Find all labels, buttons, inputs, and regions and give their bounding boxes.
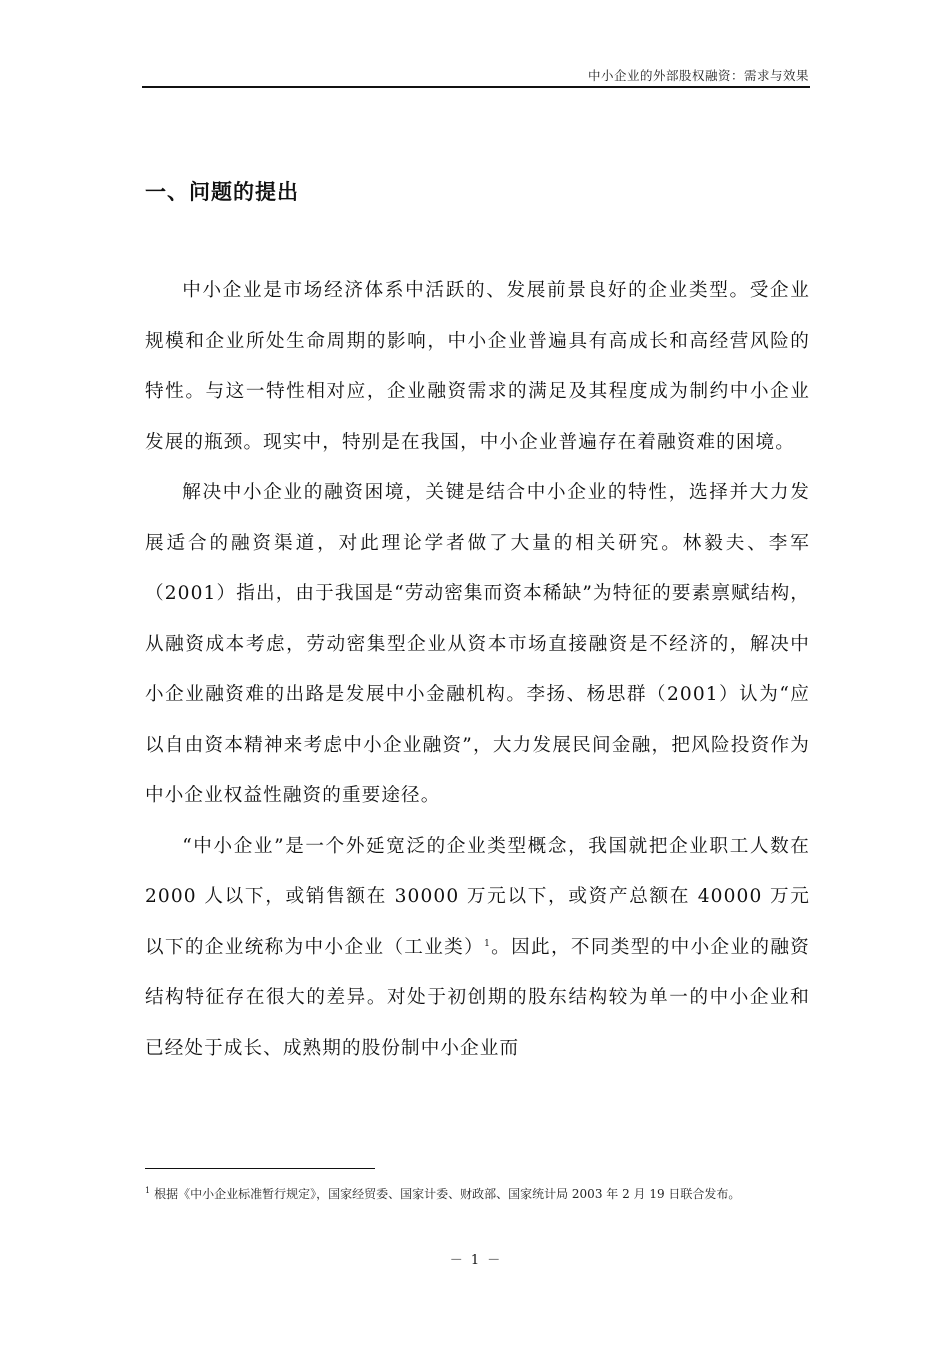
footnote-text: 根据《中小企业标准暂行规定》，国家经贸委、国家计委、财政部、国家统计局 2003 年 2 月 19 日联合发布。 [154,1187,741,1201]
footnote-rule [145,1168,375,1169]
paragraph-3 [145,822,810,1075]
footnote [145,1184,810,1204]
page-number: － 1 － [449,1253,503,1268]
paragraph-2: 解决中小企业的融资困境，关键是结合中小企业的特性，选择并大力发展适合的融资渠道，对此理论学者做了大量的相关研究。林毅夫、李军（2001）指出，由于我国是“劳动密集而资本稀缺”为特征的要素禀赋结构，从融资成本考虑，劳动密集型企业从资本市场直接融资是不经济的，解决中小企业融资难的出路是发展中小金融机构。李扬、杨思群（2001）认为“应以自由资本精神来考虑中小企业融资”，大力发展民间金融，把风险投资作为中小企业权益性融资的重要途径。 [145,482,810,806]
header-rule [142,86,810,88]
paragraph-3-text-after: 。因此，不同类型的中小企业的融资结构特征存在很大的差异。对处于初创期的股东结构较为单一的中小企业和已经处于成长、成熟期的股份制中小企业而 [145,936,810,1059]
footnote-number: 1 [145,1186,151,1195]
paragraph-1: 中小企业是市场经济体系中活跃的、发展前景良好的企业类型。受企业规模和企业所处生命周期的影响，中小企业普遍具有高成长和高经营风险的特性。与这一特性相对应，企业融资需求的满足及其程度成为制约中小企业发展的瓶颈。现实中，特别是在我国，中小企业普遍存在着融资难的困境。 [145,280,810,453]
body-text [145,266,810,1074]
running-header: 中小企业的外部股权融资：需求与效果 [587,68,809,83]
paragraph-3-text-before: “中小企业”是一个外延宽泛的企业类型概念，我国就把企业职工人数在 2000 人以下，或销售额在 30000 万元以下，或资产总额在 40000 万元以下的企业统称为中小企业（工业类） [145,835,810,958]
footnote-reference[interactable]: 1 [484,938,491,949]
section-title: 一、问题的提出 [145,180,299,204]
